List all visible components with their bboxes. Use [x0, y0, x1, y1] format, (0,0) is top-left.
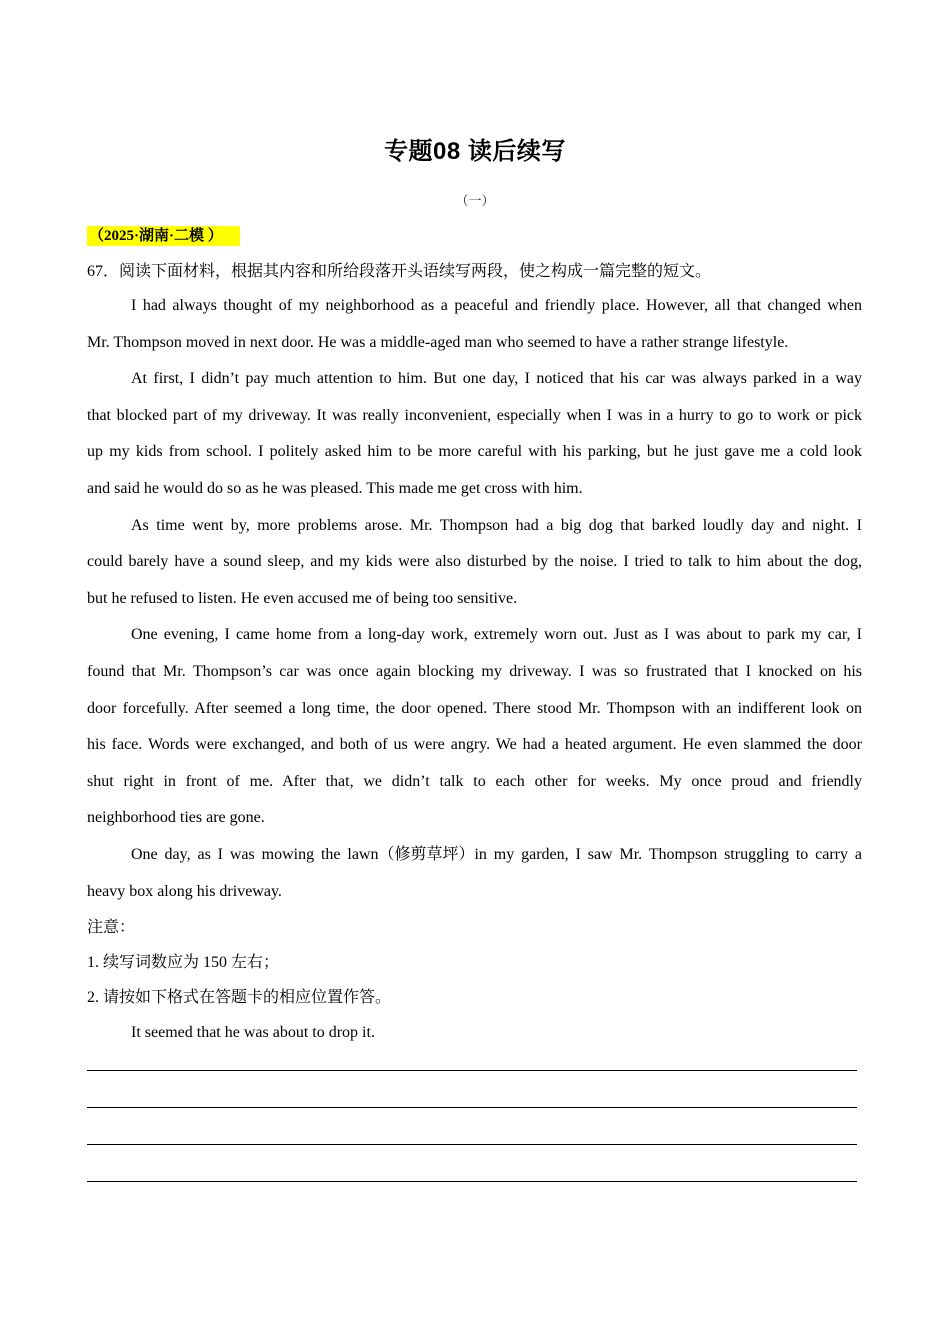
passage-line-text: could barely have a sound sleep, and my kids were also disturbed by the noise. I tried to talk to him about the dog,	[87, 553, 862, 571]
passage-line-text: and said he would do so as he was pleased. This made me get cross with him.	[87, 479, 583, 497]
passage-line	[87, 654, 862, 691]
passage-line-text: found that Mr. Thompson’s car was once again blocking my driveway. I was so frustrated that I knocked on his	[87, 662, 862, 680]
passage-line-text: up my kids from school. I politely asked him to be more careful with his parking, but he just gave me a cold look	[87, 443, 862, 461]
question-text: 阅读下面材料，根据其内容和所给段落开头语续写两段，使之构成一篇完整的短文。	[119, 263, 712, 280]
passage-line	[87, 581, 862, 618]
source-tag: （2025·湖南·二模 ）	[87, 226, 240, 246]
passage-line	[87, 544, 862, 581]
section-label: （一）	[455, 193, 495, 208]
notes-heading: 注意：	[87, 919, 136, 936]
passage-line	[87, 800, 862, 837]
passage-line	[87, 508, 862, 545]
page-title: 专题08 读后续写	[384, 138, 566, 165]
passage-paragraph	[87, 508, 862, 618]
passage-paragraph	[87, 837, 862, 910]
passage-line	[87, 434, 862, 471]
passage	[87, 288, 862, 910]
passage-line	[87, 398, 862, 435]
passage-line	[87, 837, 862, 874]
passage-line-text: that blocked part of my driveway. It was really inconvenient, especially when I was in a hurry to go to work or pick	[87, 406, 862, 424]
passage-line-text: shut right in front of me. After that, we didn’t talk to each other for weeks. My once proud and friendly	[87, 772, 862, 790]
answer-line	[87, 1108, 857, 1145]
passage-paragraph	[87, 361, 862, 507]
passage-line	[87, 325, 862, 362]
passage-line-text: heavy box along his driveway.	[87, 882, 282, 900]
passage-line	[87, 361, 862, 398]
question-instruction	[87, 254, 862, 289]
passage-line-text: door forcefully. After seemed a long time, the door opened. There stood Mr. Thompson with an indifferent look on	[87, 699, 862, 717]
passage-line	[87, 471, 862, 508]
notes	[87, 910, 862, 1050]
passage-line-text: his face. Words were exchanged, and both of us were angry. We had a heated argument. He even slammed the door	[87, 736, 862, 754]
passage-line-text: One evening, I came home from a long-day work, extremely worn out. Just as I was about to park my car, I	[131, 626, 862, 644]
passage-line	[87, 764, 862, 801]
passage-paragraph	[87, 617, 862, 837]
passage-line-text: As time went by, more problems arose. Mr. Thompson had a big dog that barked loudly day and night. I	[131, 516, 862, 534]
note-item: 2. 请按如下格式在答题卡的相应位置作答。	[87, 989, 392, 1006]
passage-line-text: At first, I didn’t pay much attention to him. But one day, I noticed that his car was always parked in a way	[131, 370, 862, 388]
passage-paragraph	[87, 288, 862, 361]
question-number: 67．	[87, 263, 120, 280]
answer-lines	[87, 1034, 857, 1182]
answer-line	[87, 1145, 857, 1182]
passage-line-text: neighborhood ties are gone.	[87, 809, 265, 827]
answer-line	[87, 1034, 857, 1071]
answer-line	[87, 1071, 857, 1108]
continuation-opening: It seemed that he was about to drop it.	[131, 1024, 375, 1041]
note-item: 1. 续写词数应为 150 左右；	[87, 954, 280, 971]
passage-line-text: I had always thought of my neighborhood as a peaceful and friendly place. However, all that changed when	[131, 297, 862, 314]
passage-line	[87, 617, 862, 654]
passage-line-text: Mr. Thompson moved in next door. He was a middle-aged man who seemed to have a rather strange lifestyle.	[87, 333, 789, 351]
passage-line	[87, 288, 862, 325]
passage-line	[87, 691, 862, 728]
passage-line	[87, 727, 862, 764]
passage-line	[87, 874, 862, 911]
passage-line-text: but he refused to listen. He even accused me of being too sensitive.	[87, 589, 518, 607]
passage-line-text: One day, as I was mowing the lawn（修剪草坪）in my garden, I saw Mr. Thompson struggling to carry a	[131, 845, 862, 863]
